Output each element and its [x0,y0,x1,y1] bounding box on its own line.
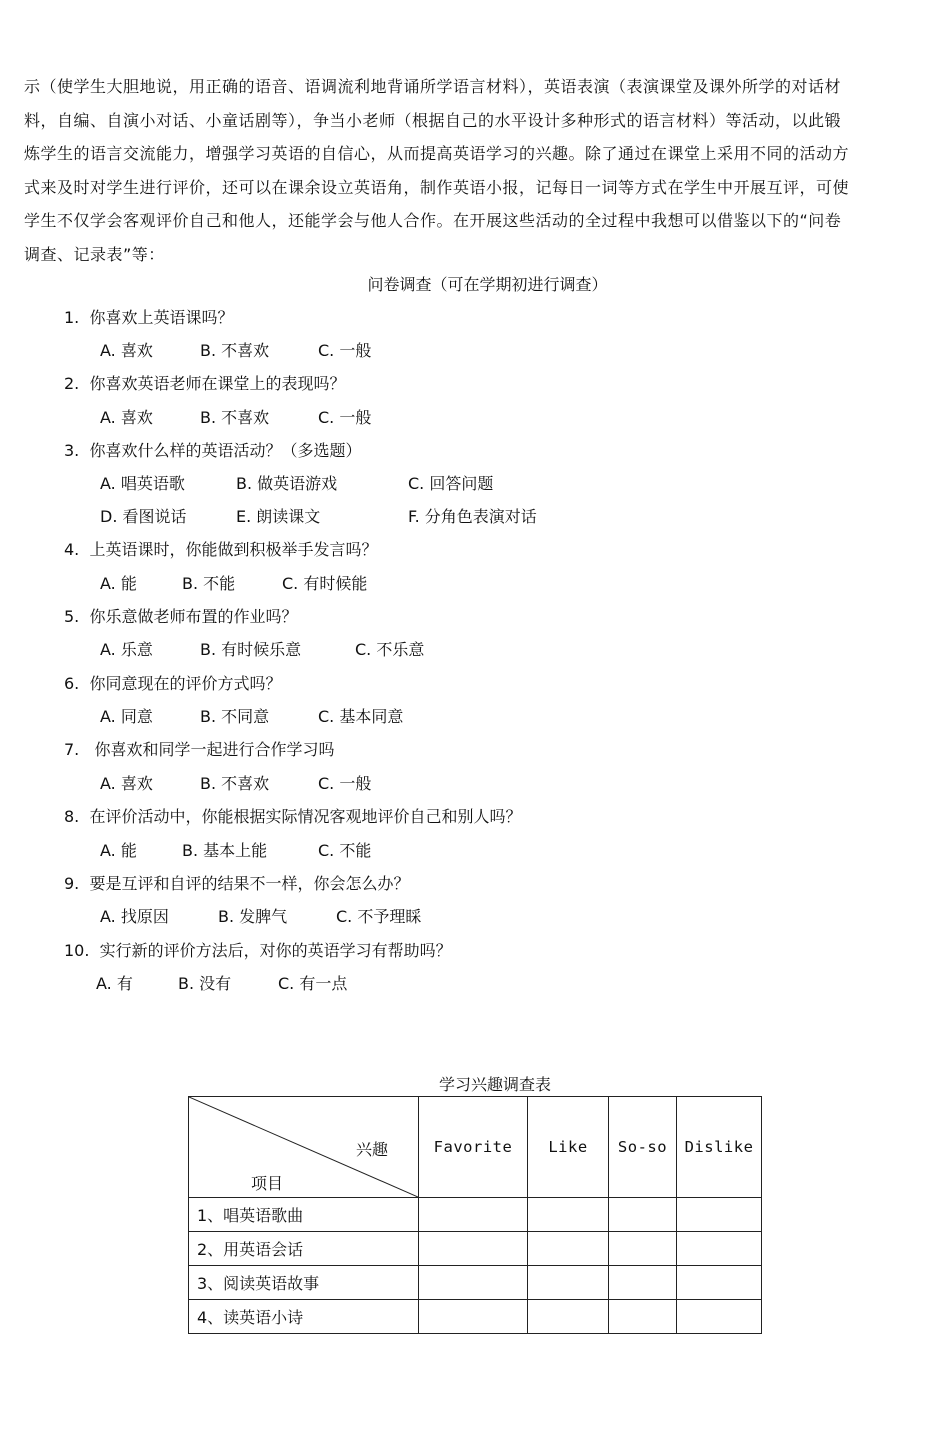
option: C. 一般 [318,408,372,427]
table-cell [419,1266,528,1300]
option: C. 不乐意 [355,640,425,659]
option: B. 发脾气 [218,907,288,926]
option: C. 一般 [318,774,372,793]
option: A. 找原因 [100,907,169,926]
option: A. 能 [100,574,137,593]
option: C. 有一点 [278,974,348,993]
table-cell [677,1232,762,1266]
column-header: So-so [609,1097,677,1198]
row-label: 3、阅读英语故事 [189,1266,419,1300]
question-2: 2. 你喜欢英语老师在课堂上的表现吗？ [64,374,346,393]
question-9-options [100,902,421,932]
option: C. 不能 [318,841,372,860]
option: A. 有 [96,974,133,993]
table-cell [609,1232,677,1266]
option: B. 不喜欢 [200,341,270,360]
option: B. 不能 [182,574,236,593]
question-4-options [100,569,367,599]
option: A. 乐意 [100,640,153,659]
table-cell [609,1266,677,1300]
row-label: 2、用英语会话 [189,1232,419,1266]
interest-survey-table [188,1096,762,1334]
table-cell [528,1266,609,1300]
option: C. 一般 [318,341,372,360]
table-cell [419,1232,528,1266]
option: B. 做英语游戏 [236,474,338,493]
table-row [189,1198,762,1232]
option: A. 唱英语歌 [100,474,185,493]
option: E. 朗读课文 [236,507,321,526]
intro-paragraph [24,70,929,271]
column-header: Like [528,1097,609,1198]
option: F. 分角色表演对话 [408,507,537,526]
table-cell [419,1198,528,1232]
table-cell [528,1300,609,1334]
paragraph-line: 示（使学生大胆地说，用正确的语音、语调流利地背诵所学语言材料），英语表演（表演课堂及课外所学的对话材 [24,77,842,96]
option: C. 回答问题 [408,474,494,493]
table-cell [419,1300,528,1334]
table-cell [677,1198,762,1232]
question-4: 4. 上英语课时，你能做到积极举手发言吗？ [64,540,378,559]
table-row [189,1266,762,1300]
question-8: 8. 在评价活动中，你能根据实际情况客观地评价自己和别人吗？ [64,807,522,826]
paragraph-line: 炼学生的语言交流能力，增强学习英语的自信心，从而提高英语学习的兴趣。除了通过在课堂上采用不同的活动方 [24,144,850,163]
row-label: 1、唱英语歌曲 [189,1198,419,1232]
question-5: 5. 你乐意做老师布置的作业吗？ [64,607,298,626]
option: A. 同意 [100,707,153,726]
option: C. 有时候能 [282,574,368,593]
question-7-options [100,769,371,799]
question-1-options [100,336,371,366]
question-3-options-row-1 [100,469,493,499]
question-6: 6. 你同意现在的评价方式吗？ [64,674,282,693]
option: C. 不予理睬 [336,907,422,926]
option: A. 喜欢 [100,341,153,360]
option: A. 喜欢 [100,408,153,427]
table-cell [528,1232,609,1266]
header-item-label: 项目 [251,1174,284,1193]
question-6-options [100,702,403,732]
paragraph-line: 式来及时对学生进行评价，还可以在课余设立英语角，制作英语小报，记每日一词等方式在学生中开展互评，可使 [24,177,850,197]
option: B. 没有 [178,974,232,993]
question-9: 9. 要是互评和自评的结果不一样，你会怎么办？ [64,874,410,893]
option: B. 不同意 [200,707,270,726]
question-3-options-row-2 [100,502,537,532]
question-8-options [100,836,371,866]
table-row [189,1232,762,1266]
option: B. 不喜欢 [200,408,270,427]
question-10-options [96,969,347,999]
table-cell [609,1300,677,1334]
column-header: Favorite [419,1097,528,1198]
option: C. 基本同意 [318,707,404,726]
question-7: 7. 你喜欢和同学一起进行合作学习吗 [64,740,335,759]
option: B. 有时候乐意 [200,640,302,659]
survey-title: 问卷调查（可在学期初进行调查） [367,275,608,294]
question-1: 1. 你喜欢上英语课吗？ [64,308,234,327]
table-header-row [189,1097,762,1198]
interest-table-title: 学习兴趣调查表 [438,1075,551,1094]
question-10: 10. 实行新的评价方法后，对你的英语学习有帮助吗？ [64,941,452,960]
paragraph-line: 料，自编、自演小对话、小童话剧等），争当小老师（根据自己的水平设计多种形式的语言材料）等活动，以此锻 [24,110,842,130]
table-row [189,1300,762,1334]
paragraph-line: 调查、记录表”等： [24,244,165,264]
question-5-options [100,635,424,665]
table-cell [528,1198,609,1232]
option: A. 喜欢 [100,774,153,793]
option: D. 看图说话 [100,507,187,526]
header-interest-label: 兴趣 [355,1140,388,1159]
diagonal-header-cell [189,1097,419,1198]
table-cell [609,1198,677,1232]
option: B. 不喜欢 [200,774,270,793]
table-cell [677,1266,762,1300]
table-cell [677,1300,762,1334]
question-3: 3. 你喜欢什么样的英语活动？（多选题） [64,441,362,460]
option: B. 基本上能 [182,841,268,860]
question-2-options [100,403,371,433]
paragraph-line: 学生不仅学会客观评价自己和他人，还能学会与他人合作。在开展这些活动的全过程中我想可以借鉴以下的“问卷 [24,211,842,230]
option: A. 能 [100,841,137,860]
column-header: Dislike [677,1097,762,1198]
row-label: 4、读英语小诗 [189,1300,419,1334]
